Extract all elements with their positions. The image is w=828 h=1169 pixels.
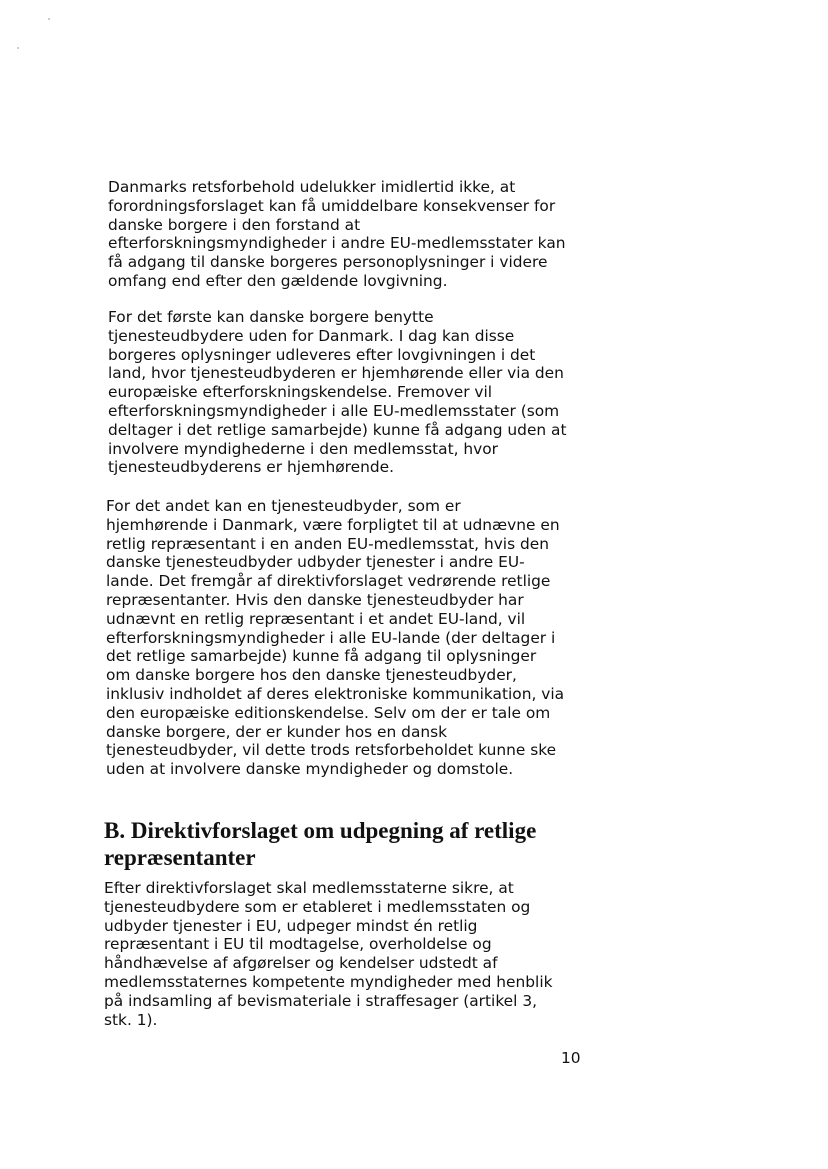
page-number: 10	[561, 1049, 581, 1067]
scan-speck	[17, 47, 19, 49]
section-heading: B. Direktivforslaget om udpegning af retlige repræsentanter	[104, 818, 537, 870]
paragraph-second-point: For det andet kan en tjenesteudbyder, som er hjemhørende i Danmark, være forpligtet til at udnævne en retlig repræsentant i en anden EU-medlemsstat, hvis den danske tjenesteudbyder udbyder tjenester i andre EU- lande. Det fremgår af direktivforslaget vedrørende retlige repræsentanter. Hvis den danske tjenesteudbyder har udnævnt en retlig repræsentant i et andet EU-land, vil efterforskningsmyndigheder i alle EU-lande (der deltager i det retlige samarbejde) kunne få adgang til oplysninger om danske borgere hos den danske tjenesteudbyder, inklusiv indholdet af deres elektroniske kommunikation, via den europæiske editionskendelse. Selv om der er tale om danske borgere, der er kunder hos en dansk tjenesteudbyder, vil dette trods retsforbeholdet kunne ske uden at involvere danske myndigheder og domstole.	[106, 497, 565, 779]
paragraph-directive: Efter direktivforslaget skal medlemsstaterne sikre, at tjenesteudbydere som er etableret i medlemsstaten og udbyder tjenester i EU, udpeger mindst én retlig repræsentant i EU til modtagelse, overholdelse og håndhævelse af afgørelser og kendelser udstedt af medlemsstaternes kompetente myndigheder med henblik på indsamling af bevismateriale i straffesager (artikel 3, stk. 1).	[104, 879, 553, 1029]
paragraph-retsforbehold: Danmarks retsforbehold udelukker imidlertid ikke, at forordningsforslaget kan få umiddelbare konsekvenser for danske borgere i den forstand at efterforskningsmyndigheder i andre EU-medlemsstater kan få adgang til danske borgeres personoplysninger i videre omfang end efter den gældende lovgivning.	[108, 178, 566, 290]
scan-speck	[48, 18, 50, 20]
paragraph-first-point: For det første kan danske borgere benytte tjenesteudbydere uden for Danmark. I dag kan disse borgeres oplysninger udleveres efter lovgivningen i det land, hvor tjenesteudbyderen er hjemhørende eller via den europæiske efterforskningskendelse. Fremover vil efterforskningsmyndigheder i alle EU-medlemsstater (som deltager i det retlige samarbejde) kunne få adgang uden at involvere myndighederne i den medlemsstat, hvor tjenesteudbyderens er hjemhørende.	[108, 308, 567, 477]
